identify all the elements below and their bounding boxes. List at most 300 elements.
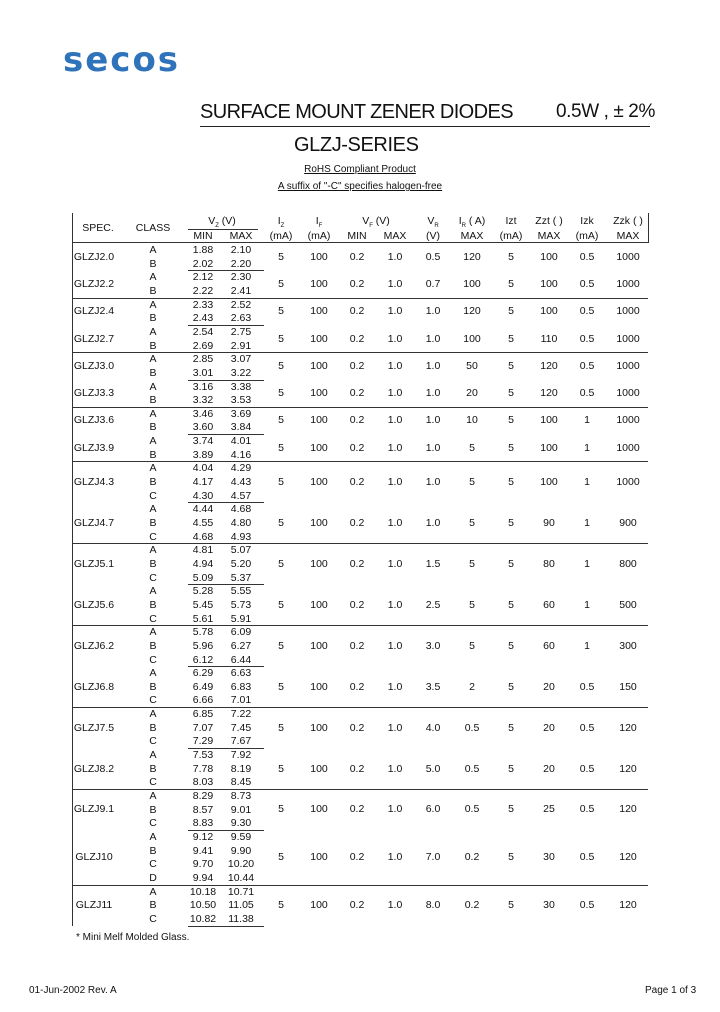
vz-min-value: 3.01 xyxy=(192,366,214,379)
header-if-unit: (mA) xyxy=(307,230,331,242)
vf-max-value: 1.0 xyxy=(387,414,403,427)
izk-value: 0.5 xyxy=(579,680,595,693)
row-class: B xyxy=(149,257,157,270)
iz-value: 5 xyxy=(278,414,284,427)
zzt-value: 30 xyxy=(543,851,555,864)
ir-value: 10 xyxy=(466,414,478,427)
iz-value: 5 xyxy=(278,762,284,775)
vz-min-value: 3.32 xyxy=(192,394,214,407)
vz-min-value: 5.96 xyxy=(192,639,214,652)
zzk-value: 1000 xyxy=(616,305,640,318)
izk-value: 1 xyxy=(584,441,590,454)
izk-value: 0.5 xyxy=(579,762,595,775)
document-title: SURFACE MOUNT ZENER DIODES xyxy=(200,101,513,123)
vr-value: 3.0 xyxy=(425,639,441,652)
row-class: A xyxy=(149,626,157,639)
row-class: A xyxy=(149,244,157,256)
vr-value: 0.5 xyxy=(425,250,441,263)
vf-min-value: 0.2 xyxy=(349,277,365,290)
header-vz: $V_Z$ (V) xyxy=(208,215,236,230)
header-ir-max: MAX xyxy=(460,230,484,242)
iz-value: 5 xyxy=(278,721,284,734)
vf-max-value: 1.0 xyxy=(387,851,403,864)
row-class: B xyxy=(149,762,157,775)
if-value: 100 xyxy=(310,899,328,912)
iz-value: 5 xyxy=(278,332,284,345)
if-value: 100 xyxy=(310,277,328,290)
vz-max-value: 3.84 xyxy=(230,421,252,434)
izk-value: 0.5 xyxy=(579,851,595,864)
vf-min-value: 0.2 xyxy=(349,516,365,529)
vf-max-value: 1.0 xyxy=(387,277,403,290)
spec-name: GLZJ5.6 xyxy=(73,598,115,611)
zzk-value: 120 xyxy=(619,851,637,864)
izt-value: 5 xyxy=(508,277,514,290)
vr-value: 2.5 xyxy=(425,598,441,611)
row-class: A xyxy=(149,885,157,898)
zzk-value: 300 xyxy=(619,639,637,652)
vz-min-value: 2.22 xyxy=(192,284,214,297)
zzk-value: 120 xyxy=(619,721,637,734)
vf-max-value: 1.0 xyxy=(387,598,403,611)
vz-min-value: 10.18 xyxy=(189,885,217,898)
izk-value: 0.5 xyxy=(579,332,595,345)
vz-min-value: 9.70 xyxy=(192,858,214,871)
row-class: A xyxy=(149,708,157,721)
zzt-value: 80 xyxy=(543,557,555,570)
vr-value: 1.0 xyxy=(425,516,441,529)
vz-min-value: 9.41 xyxy=(192,844,214,857)
spec-name: GLZJ2.7 xyxy=(73,332,115,345)
izk-value: 1 xyxy=(584,414,590,427)
vz-min-value: 4.04 xyxy=(192,462,214,475)
ir-value: 0.5 xyxy=(464,721,480,734)
vr-value: 1.0 xyxy=(425,387,441,400)
header-vz-max: MAX xyxy=(229,230,253,242)
vz-min-value: 2.69 xyxy=(192,339,214,352)
zzt-value: 25 xyxy=(543,803,555,816)
spec-name: GLZJ3.3 xyxy=(73,387,115,400)
if-value: 100 xyxy=(310,851,328,864)
vz-min-value: 2.85 xyxy=(192,353,214,366)
spec-name: GLZJ3.9 xyxy=(73,441,115,454)
vz-max-value: 6.44 xyxy=(230,653,252,666)
vz-max-value: 5.91 xyxy=(230,612,252,625)
ir-value: 2 xyxy=(469,680,475,693)
zzt-value: 110 xyxy=(540,332,558,345)
vz-max-value: 7.45 xyxy=(230,721,252,734)
vz-min-value: 6.12 xyxy=(192,653,214,666)
vz-max-value: 9.59 xyxy=(230,830,252,843)
izk-value: 0.5 xyxy=(579,721,595,734)
vz-min-value: 5.09 xyxy=(192,571,214,584)
row-class: A xyxy=(149,667,157,680)
vz-max-value: 2.20 xyxy=(230,257,252,270)
vz-max-value: 11.05 xyxy=(228,899,254,912)
izt-value: 5 xyxy=(508,639,514,652)
row-class: C xyxy=(149,858,157,871)
izk-value: 0.5 xyxy=(579,803,595,816)
header-zzk: Zzk ( ) xyxy=(613,215,643,227)
row-class: B xyxy=(149,721,157,734)
ir-value: 5 xyxy=(469,598,475,611)
vz-max-value: 5.55 xyxy=(230,585,252,598)
izt-value: 5 xyxy=(508,721,514,734)
row-class: B xyxy=(149,339,157,352)
vz-max-value: 4.43 xyxy=(230,476,252,489)
izt-value: 5 xyxy=(508,762,514,775)
header-if: $I_F$ xyxy=(315,215,323,230)
vr-value: 1.5 xyxy=(425,557,441,570)
vz-min-value: 3.60 xyxy=(192,421,214,434)
vf-min-value: 0.2 xyxy=(349,475,365,488)
row-class: B xyxy=(149,448,157,461)
row-class: A xyxy=(149,790,157,802)
vr-value: 1.0 xyxy=(425,359,441,372)
zzt-value: 20 xyxy=(543,762,555,775)
vz-max-value: 4.57 xyxy=(230,489,252,502)
if-value: 100 xyxy=(310,441,328,454)
if-value: 100 xyxy=(310,359,328,372)
spec-name: GLZJ2.4 xyxy=(73,305,115,318)
vz-min-value: 9.94 xyxy=(192,871,214,884)
row-class: A xyxy=(149,380,157,393)
series-title: GLZJ-SERIES xyxy=(294,134,419,156)
vr-value: 1.0 xyxy=(425,475,441,488)
header-vf-min: MIN xyxy=(347,230,367,242)
if-value: 100 xyxy=(310,516,328,529)
vz-max-value: 10.20 xyxy=(227,858,255,871)
vf-max-value: 1.0 xyxy=(387,803,403,816)
iz-value: 5 xyxy=(278,899,284,912)
footer-revision: 01-Jun-2002 Rev. A xyxy=(29,985,117,996)
vz-min-value: 1.88 xyxy=(192,244,214,256)
footnote: * Mini Melf Molded Glass. xyxy=(76,932,190,943)
vf-min-value: 0.2 xyxy=(349,899,365,912)
vf-min-value: 0.2 xyxy=(349,851,365,864)
vz-max-value: 8.45 xyxy=(230,776,252,789)
vz-min-value: 4.94 xyxy=(192,557,214,570)
row-class: A xyxy=(149,298,157,311)
vz-max-value: 4.01 xyxy=(230,435,252,448)
izt-value: 5 xyxy=(508,475,514,488)
spec-name: GLZJ4.7 xyxy=(73,516,115,529)
vf-min-value: 0.2 xyxy=(349,414,365,427)
izt-value: 5 xyxy=(508,557,514,570)
row-class: A xyxy=(149,325,157,338)
vz-max-value: 9.01 xyxy=(230,803,252,816)
iz-value: 5 xyxy=(278,803,284,816)
vz-min-value: 5.28 xyxy=(192,585,214,598)
zzk-value: 1000 xyxy=(616,277,640,290)
row-class: B xyxy=(149,598,157,611)
vz-min-value: 3.46 xyxy=(192,407,214,420)
vf-max-value: 1.0 xyxy=(387,516,403,529)
row-class: A xyxy=(149,435,157,448)
ir-value: 100 xyxy=(463,332,481,345)
row-class: A xyxy=(149,271,157,284)
zzk-value: 150 xyxy=(619,680,637,693)
zzt-value: 100 xyxy=(540,277,558,290)
ir-value: 0.2 xyxy=(464,899,480,912)
zzk-value: 800 xyxy=(619,557,637,570)
vz-min-value: 8.57 xyxy=(192,803,214,816)
izt-value: 5 xyxy=(508,516,514,529)
vz-min-value: 7.53 xyxy=(192,749,214,762)
izk-value: 0.5 xyxy=(579,277,595,290)
zzt-value: 100 xyxy=(540,305,558,318)
vr-value: 8.0 xyxy=(425,899,441,912)
ir-value: 5 xyxy=(469,557,475,570)
vf-max-value: 1.0 xyxy=(387,762,403,775)
vz-min-value: 6.49 xyxy=(192,680,214,693)
spec-name: GLZJ6.2 xyxy=(73,639,115,652)
iz-value: 5 xyxy=(278,305,284,318)
vz-min-value: 3.89 xyxy=(192,448,214,461)
row-class: C xyxy=(149,694,157,707)
vz-max-value: 2.10 xyxy=(230,244,252,256)
row-class: B xyxy=(149,394,157,407)
header-divider xyxy=(72,242,648,243)
vz-min-value: 9.12 xyxy=(192,830,214,843)
secos-logo: secos xyxy=(63,40,181,80)
vz-max-value: 3.22 xyxy=(230,366,252,379)
vf-min-value: 0.2 xyxy=(349,441,365,454)
row-class: B xyxy=(149,312,157,325)
vf-min-value: 0.2 xyxy=(349,639,365,652)
ir-value: 0.5 xyxy=(464,762,480,775)
iz-value: 5 xyxy=(278,277,284,290)
zzt-value: 20 xyxy=(543,721,555,734)
vz-max-value: 7.01 xyxy=(230,694,252,707)
zzt-value: 60 xyxy=(543,598,555,611)
vz-max-value: 5.73 xyxy=(230,598,252,611)
zzk-value: 500 xyxy=(619,598,637,611)
rohs-note: RoHS Compliant Product xyxy=(304,164,416,175)
zzt-value: 120 xyxy=(540,387,558,400)
vf-max-value: 1.0 xyxy=(387,475,403,488)
row-class: C xyxy=(149,653,157,666)
vz-max-value: 4.68 xyxy=(230,503,252,516)
vz-min-value: 4.68 xyxy=(192,530,214,543)
zzk-value: 1000 xyxy=(616,441,640,454)
izt-value: 5 xyxy=(508,332,514,345)
vz-min-value: 4.44 xyxy=(192,503,214,516)
vf-min-value: 0.2 xyxy=(349,332,365,345)
header-vr: $V_R$ xyxy=(427,215,439,230)
spec-name: GLZJ10 xyxy=(75,851,113,864)
zzk-value: 1000 xyxy=(616,475,640,488)
zzt-value: 100 xyxy=(540,475,558,488)
vz-min-value: 4.81 xyxy=(192,544,214,557)
if-value: 100 xyxy=(310,475,328,488)
vz-min-value: 7.29 xyxy=(192,735,214,748)
row-class: C xyxy=(149,612,157,625)
ir-value: 5 xyxy=(469,475,475,488)
vf-min-value: 0.2 xyxy=(349,680,365,693)
vz-min-value: 2.33 xyxy=(192,298,214,311)
row-class: A xyxy=(149,353,157,366)
vz-min-value: 5.61 xyxy=(192,612,214,625)
row-class: B xyxy=(149,366,157,379)
header-ir: $I_R$ ( A) xyxy=(458,215,486,230)
zzk-value: 1000 xyxy=(616,359,640,372)
row-class: B xyxy=(149,803,157,816)
row-class: B xyxy=(149,476,157,489)
header-vz-min: MIN xyxy=(193,230,213,242)
vz-min-value: 2.54 xyxy=(192,325,214,338)
header-zzt: Zzt ( ) xyxy=(535,215,563,227)
header-class: CLASS xyxy=(135,222,171,234)
vz-max-value: 7.22 xyxy=(230,708,252,721)
izt-value: 5 xyxy=(508,441,514,454)
vz-min-value: 5.45 xyxy=(192,598,214,611)
vz-min-value: 4.17 xyxy=(192,476,214,489)
vz-max-value: 5.07 xyxy=(230,544,252,557)
vr-value: 1.0 xyxy=(425,441,441,454)
row-class: C xyxy=(149,776,157,789)
row-class: C xyxy=(149,817,157,830)
zzt-value: 60 xyxy=(543,639,555,652)
spec-name: GLZJ3.6 xyxy=(73,414,115,427)
row-class: A xyxy=(149,544,157,557)
vf-min-value: 0.2 xyxy=(349,721,365,734)
row-class: C xyxy=(149,489,157,502)
vz-max-value: 2.41 xyxy=(230,284,252,297)
izk-value: 1 xyxy=(584,557,590,570)
vz-max-value: 5.20 xyxy=(230,557,252,570)
iz-value: 5 xyxy=(278,516,284,529)
row-class: D xyxy=(149,871,157,884)
vz-min-value: 7.07 xyxy=(192,721,214,734)
vz-max-value: 9.90 xyxy=(230,844,252,857)
header-zzt-max: MAX xyxy=(537,230,561,242)
header-izk: Izk xyxy=(580,215,594,227)
vf-min-value: 0.2 xyxy=(349,359,365,372)
iz-value: 5 xyxy=(278,557,284,570)
spec-name: GLZJ9.1 xyxy=(73,803,115,816)
vf-max-value: 1.0 xyxy=(387,899,403,912)
spec-name: GLZJ7.5 xyxy=(73,721,115,734)
row-class: B xyxy=(149,557,157,570)
row-class: B xyxy=(149,284,157,297)
iz-value: 5 xyxy=(278,387,284,400)
zzk-value: 900 xyxy=(619,516,637,529)
row-class: A xyxy=(149,830,157,843)
vz-min-value: 8.03 xyxy=(192,776,214,789)
if-value: 100 xyxy=(310,557,328,570)
ir-value: 100 xyxy=(463,277,481,290)
vz-max-value: 3.53 xyxy=(230,394,252,407)
vz-min-value: 4.55 xyxy=(192,517,214,529)
power-rating: 0.5W , ± 2% xyxy=(556,101,655,122)
vz-max-value: 2.30 xyxy=(230,271,252,284)
zzt-value: 30 xyxy=(543,899,555,912)
row-class: B xyxy=(149,517,157,529)
izk-value: 1 xyxy=(584,475,590,488)
izt-value: 5 xyxy=(508,414,514,427)
table-right-header-border xyxy=(648,213,649,243)
vz-max-value: 6.09 xyxy=(230,626,252,639)
header-spec: SPEC. xyxy=(82,222,114,234)
vz-max-value: 8.19 xyxy=(230,762,252,775)
izt-value: 5 xyxy=(508,359,514,372)
vf-max-value: 1.0 xyxy=(387,250,403,263)
zzk-value: 1000 xyxy=(616,332,640,345)
vz-min-value: 2.02 xyxy=(192,257,214,270)
vz-max-value: 2.75 xyxy=(230,325,252,338)
spec-name: GLZJ6.8 xyxy=(73,680,115,693)
ir-value: 120 xyxy=(463,305,481,318)
vz-min-value: 8.29 xyxy=(192,790,214,802)
vz-max-value: 4.16 xyxy=(230,448,252,461)
vz-min-value: 2.43 xyxy=(192,312,214,325)
izt-value: 5 xyxy=(508,305,514,318)
vr-value: 0.7 xyxy=(425,277,441,290)
if-value: 100 xyxy=(310,305,328,318)
zzk-value: 1000 xyxy=(616,387,640,400)
izt-value: 5 xyxy=(508,598,514,611)
vz-max-value: 3.38 xyxy=(230,380,252,393)
header-vr-unit: (V) xyxy=(426,230,440,242)
izk-value: 0.5 xyxy=(579,387,595,400)
vz-max-value: 3.07 xyxy=(230,353,252,366)
zzt-value: 90 xyxy=(543,516,555,529)
spec-name: GLZJ4.3 xyxy=(73,475,115,488)
zzk-value: 1000 xyxy=(616,414,640,427)
if-value: 100 xyxy=(310,250,328,263)
row-class: C xyxy=(149,735,157,748)
vz-min-value: 3.16 xyxy=(192,380,214,393)
vz-header-underline xyxy=(188,229,258,230)
vr-value: 1.0 xyxy=(425,414,441,427)
header-iz-unit: (mA) xyxy=(269,230,293,242)
vz-min-value: 10.50 xyxy=(189,899,217,912)
vf-min-value: 0.2 xyxy=(349,305,365,318)
row-class: B xyxy=(149,421,157,434)
izt-value: 5 xyxy=(508,899,514,912)
izk-value: 1 xyxy=(584,516,590,529)
izk-value: 0.5 xyxy=(579,899,595,912)
iz-value: 5 xyxy=(278,639,284,652)
if-value: 100 xyxy=(310,387,328,400)
vz-max-value: 6.63 xyxy=(230,667,252,680)
vz-max-value: 6.27 xyxy=(230,639,252,652)
if-value: 100 xyxy=(310,598,328,611)
izk-value: 1 xyxy=(584,639,590,652)
vz-max-value: 10.71 xyxy=(227,885,255,898)
spec-name: GLZJ2.2 xyxy=(73,277,115,290)
row-class: C xyxy=(149,530,157,543)
iz-value: 5 xyxy=(278,475,284,488)
header-vf: $V_F$ (V) xyxy=(362,215,390,230)
row-class: A xyxy=(149,749,157,762)
ir-value: 5 xyxy=(469,516,475,529)
vz-max-value: 11.38 xyxy=(228,912,254,925)
vz-max-value: 6.83 xyxy=(230,680,252,693)
vr-value: 6.0 xyxy=(425,803,441,816)
footer-page: Page 1 of 3 xyxy=(645,985,697,996)
vf-min-value: 0.2 xyxy=(349,598,365,611)
zzt-value: 20 xyxy=(543,680,555,693)
vf-max-value: 1.0 xyxy=(387,639,403,652)
ir-value: 20 xyxy=(466,387,478,400)
vr-value: 4.0 xyxy=(425,721,441,734)
iz-value: 5 xyxy=(278,250,284,263)
header-vf-max: MAX xyxy=(383,230,407,242)
vz-max-value: 10.44 xyxy=(227,871,255,884)
vz-max-value: 8.73 xyxy=(230,790,252,802)
